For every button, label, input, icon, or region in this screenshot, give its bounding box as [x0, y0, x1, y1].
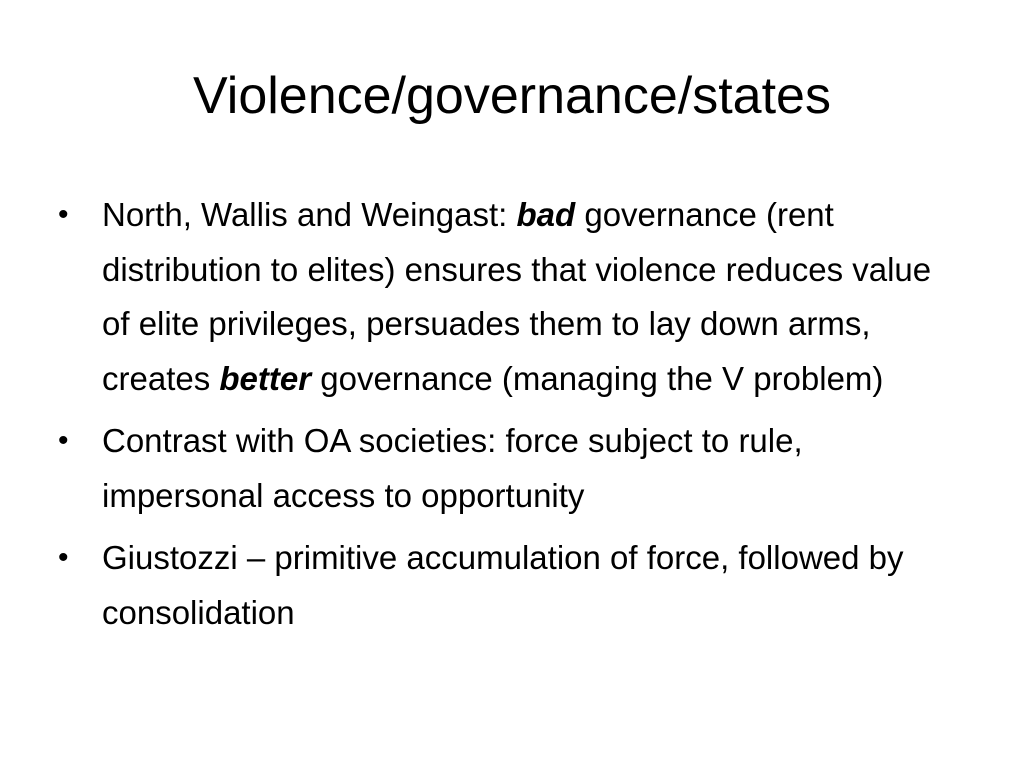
bullet-text: governance (managing the V problem) — [311, 359, 884, 397]
bullet-text: governance (rent distribution to elites) ensures that violence reduces value of elite privileges, persuades them to lay down arms, creates — [102, 196, 932, 397]
bullet-list — [58, 188, 958, 648]
bullet-item-north-wallis-weingast — [58, 188, 958, 406]
emphasis-bad: bad — [516, 196, 576, 233]
emphasis-better: better — [219, 359, 312, 397]
bullet-item-giustozzi — [58, 531, 958, 640]
bullet-dot-icon: • — [58, 424, 69, 457]
bullet-dot-icon: • — [58, 198, 69, 231]
bullet-dot-icon: • — [58, 541, 69, 574]
slide-title: Violence/governance/states — [193, 67, 831, 125]
bullet-item-oa-societies — [58, 414, 958, 523]
bullet-text: Contrast with OA societies: force subject to rule, impersonal access to opportunity — [102, 422, 803, 514]
bullet-text: Giustozzi – primitive accumulation of force, followed by consolidation — [102, 539, 904, 631]
bullet-text: North, Wallis and Weingast: — [102, 196, 517, 233]
